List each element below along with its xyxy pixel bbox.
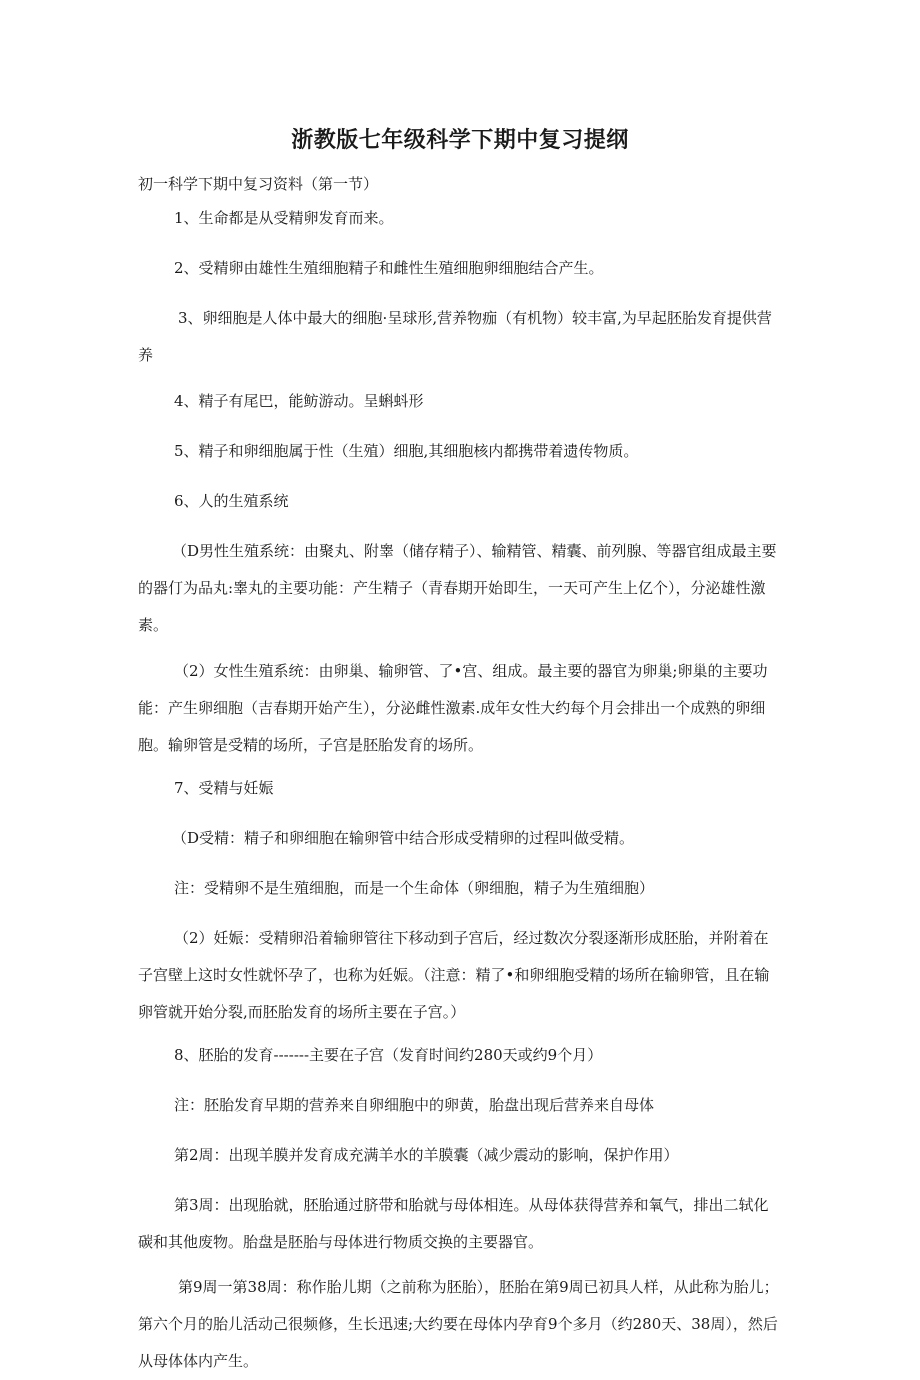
paragraph-7: （D男性生殖系统：由聚丸、附睾（储存精子）、输精管、精囊、前列腺、等器官组成最主要的器仃为品丸:睾丸的主要功能：产生精子（青春期开始即生，一天可产生上亿个），分泌雄性激素。 <box>138 542 777 634</box>
paragraph-6: 6、人的生殖系统 <box>174 492 289 510</box>
paragraph-10: （D受精：精子和卵细胞在输卵管中结合形成受精卵的过程叫做受精。 <box>172 829 635 847</box>
paragraph-4: 4、精子有尾巴，能鲂游动。呈蝌蚪形 <box>174 392 424 410</box>
paragraph-8: （2）女性生殖系统：由卵巢、输卵管、了•宫、组成。最主要的器官为卵巢;卵巢的主要功能：产生卵细胞（吉春期开始产生），分泌雌性激素.成年女性大约每个月会排出一个成熟的卵细胞。输卵管是受精的场所，子宫是胚胎发育的场所。 <box>138 662 768 754</box>
paragraph-5: 5、精子和卵细胞属于性（生殖）细胞,其细胞核内都携带着遗传物质。 <box>174 442 639 460</box>
paragraph-12: （2）妊娠：受精卵沿着输卵管往下移动到子宫后，经过数次分裂逐渐形成胚胎，并附着在子宫壁上这时女性就怀孕了，也称为妊娠。（注意：精了•和卵细胞受精的场所在输卵管，且在输卵管就开始分裂,而胚胎发育的场所主要在子宫。） <box>138 929 770 1021</box>
paragraph-16: 第3周：出现胎就，胚胎通过脐带和胎就与母体相连。从母体获得营养和氧气，排出二轼化碳和其他废物。胎盘是胚胎与母体进行物质交换的主要器官。 <box>138 1196 769 1251</box>
paragraph-15: 第2周：出现羊膜并发育成充满羊水的羊膜囊（减少震动的影响，保护作用） <box>174 1146 679 1164</box>
paragraph-14: 注：胚胎发育早期的营养来自卵细胞中的卵黄，胎盘出现后营养来自母体 <box>174 1096 655 1114</box>
paragraph-17: 第9周一第38周：称作胎儿期（之前称为胚胎），胚胎在第9周已初具人样，从此称为胎儿；第六个月的胎儿活动己很频修，生长迅速;大约要在母体内孕育9个多月（约280天、38周），然后从母体体内产生。 <box>138 1278 779 1370</box>
paragraph-1: 1、生命都是从受精卵发育而来。 <box>174 209 394 227</box>
paragraph-3: 3、卵细胞是人体中最大的细胞·呈球形,营养物痂（有机物）较丰富,为早起胚胎发育提供营养 <box>138 309 772 364</box>
document-title: 浙教版七年级科学下期中复习提纲 <box>291 128 629 153</box>
document-body <box>138 200 780 1380</box>
paragraph-13: 8、胚胎的发育-------主要在子宫（发育时间约280天或约9个月） <box>174 1046 603 1064</box>
paragraph-9: 7、受精与妊娠 <box>174 779 274 797</box>
paragraph-11: 注：受精卵不是生殖细胞，而是一个生命体（卵细胞，精子为生殖细胞） <box>174 879 655 897</box>
paragraph-2: 2、受精卵由雄性生殖细胞精子和雌性生殖细胞卵细胞结合产生。 <box>174 259 604 277</box>
section-subtitle: 初一科学下期中复习资料（第一节） <box>138 175 379 193</box>
